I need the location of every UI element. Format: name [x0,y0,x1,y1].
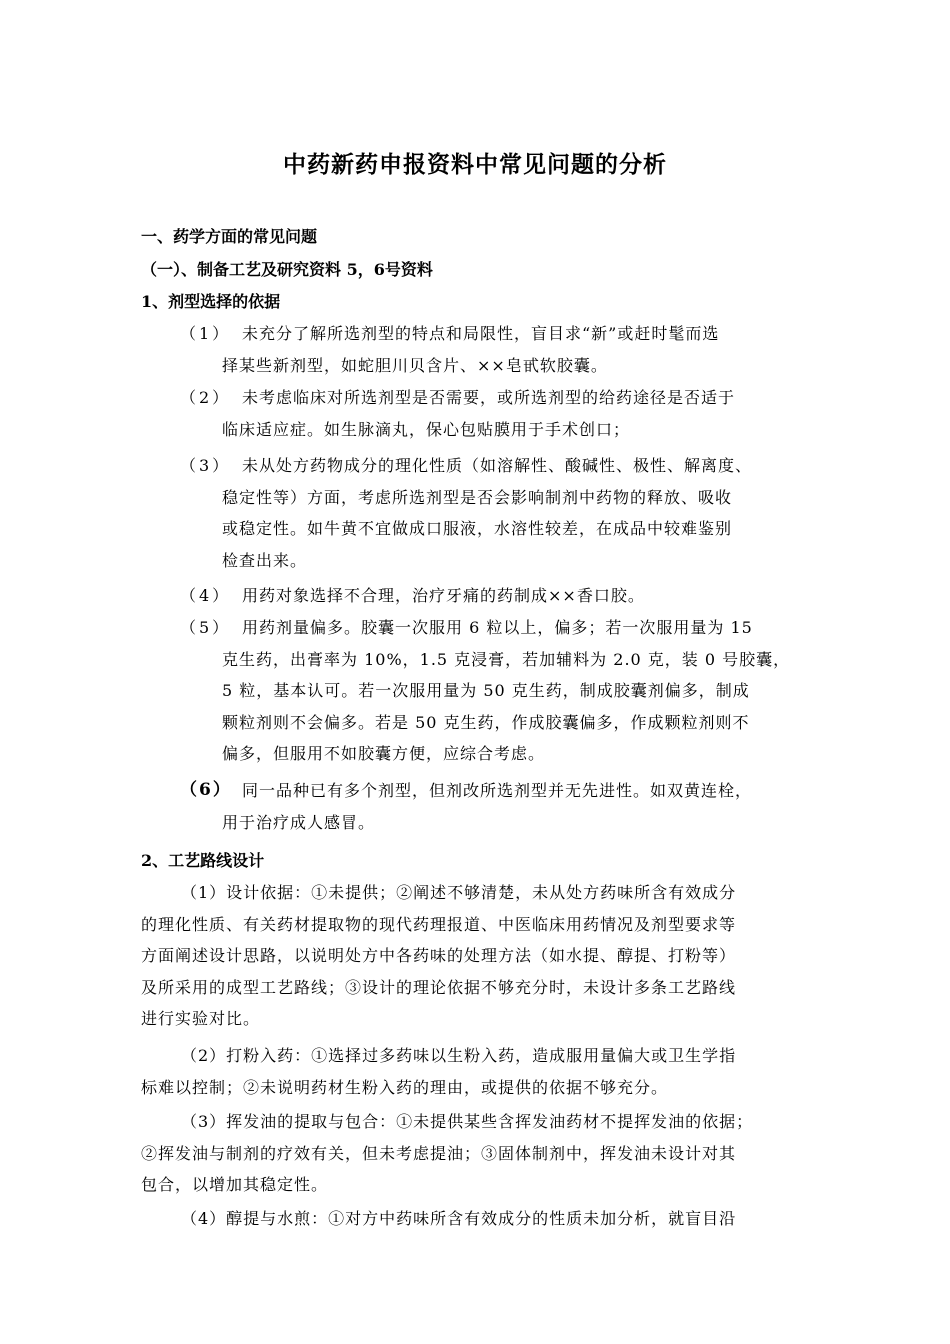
item-line: 用于治疗成人感冒。 [222,812,376,832]
item-line: 同一品种已有多个剂型，但剂改所选剂型并无先进性。如双黄连栓， [242,781,753,800]
list-item [180,612,830,770]
paragraph-line: ②挥发油与制剂的疗效有关，但未考虑提油；③固体制剂中，挥发油未设计对其 [141,1143,737,1163]
paragraph-line: （4）醇提与水煎：①对方中药味所含有效成分的性质未加分析，就盲目沿 [181,1209,737,1228]
item-line: 临床适应症。如生脉滴丸，保心包贴膜用于手术创口； [222,419,631,439]
item-line: 颗粒剂则不会偏多。若是 50 克生药，作成胶囊偏多，作成颗粒剂则不 [222,712,750,732]
section-heading-pharmacy: 一、药学方面的常见问题 [141,227,318,246]
item-number: （5） [180,618,232,637]
item-line: 择某些新剂型，如蛇胆川贝含片、××皂甙软胶囊。 [222,355,608,375]
paragraph-line: 标难以控制；②未说明药材生粉入药的理由，或提供的依据不够充分。 [141,1077,669,1097]
item-number: （3） [180,456,232,475]
item-line: 偏多，但服用不如胶囊方便，应综合考虑。 [222,744,546,763]
item-line: 未从处方药物成分的理化性质（如溶解性、酸碱性、极性、解离度、 [242,456,753,475]
item-number: （4） [180,586,232,605]
item-line: 克生药，出膏率为 10%，1.5 克浸膏，若加辅料为 2.0 克，装 0 号胶囊， [222,649,791,669]
paragraph-line: 的理化性质、有关药材提取物的现代药理报道、中医临床用药情况及剂型要求等 [141,914,737,934]
item-line: 5 粒，基本认可。若一次服用量为 50 克生药，制成胶囊剂偏多，制成 [222,681,750,700]
paragraph [141,1040,821,1103]
item-line: 未考虑临床对所选剂型是否需要，或所选剂型的给药途径是否适于 [242,388,736,407]
item-line: 稳定性等）方面，考虑所选剂型是否会影响制剂中药物的释放、吸收 [222,487,733,507]
list-item [180,382,830,445]
item-number: （1） [180,324,232,343]
document-title: 中药新药申报资料中常见问题的分析 [283,151,667,178]
paragraph-line: （3）挥发油的提取与包合：①未提供某些含挥发油药材不提挥发油的依据； [181,1112,754,1131]
paragraph-line: （2）打粉入药：①选择过多药味以生粉入药，造成服用量偏大或卫生学指 [181,1046,737,1065]
item-line: 或稳定性。如牛黄不宜做成口服液，水溶性较差，在成品中较难鉴别 [222,519,733,538]
point-heading-dosage-form: 1、剂型选择的依据 [141,292,281,311]
item-number: （6） [180,780,232,800]
point-heading-process-route: 2、工艺路线设计 [141,851,265,870]
list-item [180,580,830,612]
subsection-heading-preparation: （一）、制备工艺及研究资料 5，6号资料 [141,260,433,279]
paragraph [141,877,821,1035]
item-line: 用药剂量偏多。胶囊一次服用 6 粒以上，偏多；若一次服用量为 15 [242,618,753,637]
item-line: 未充分了解所选剂型的特点和局限性，盲目求“新”或赶时髦而选 [242,324,720,343]
item-line: 用药对象选择不合理，治疗牙痛的药制成××香口胶。 [242,586,645,605]
paragraph-line: 包合，以增加其稳定性。 [141,1175,329,1194]
item-number: （2） [180,388,232,407]
paragraph-line: 方面阐述设计思路，以说明处方中各药味的处理方法（如水提、醇提、打粉等） [141,946,737,965]
paragraph [141,1203,821,1235]
list-item [180,450,830,576]
list-item [180,775,830,838]
paragraph-line: 进行实验对比。 [141,1009,261,1028]
list-item [180,318,830,381]
paragraph-line: 及所采用的成型工艺路线；③设计的理论依据不够充分时，未设计多条工艺路线 [141,977,737,997]
paragraph [141,1106,821,1201]
paragraph-line: （1）设计依据：①未提供；②阐述不够清楚，未从处方药味所含有效成分 [181,883,737,902]
item-line: 检查出来。 [222,550,308,570]
